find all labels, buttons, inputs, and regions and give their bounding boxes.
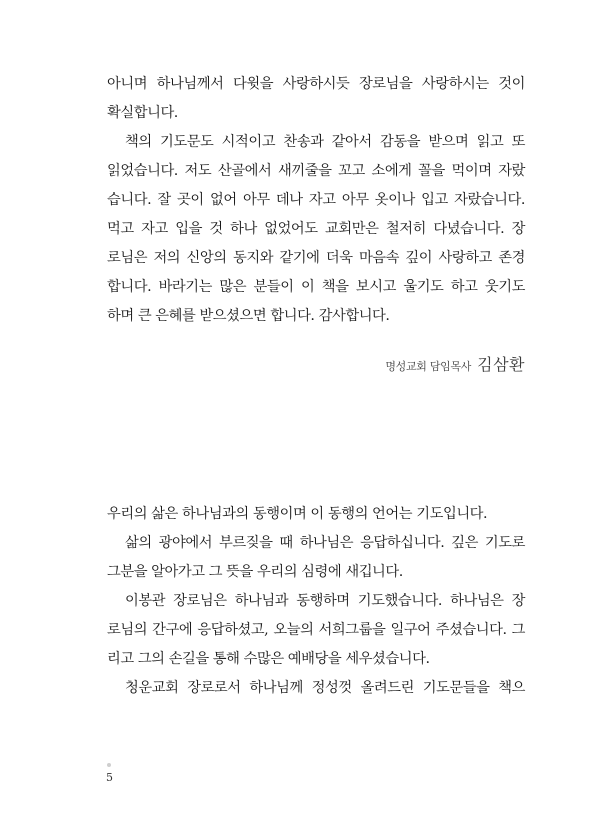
text-line: 합니다. 바라기는 많은 분들이 이 책을 보시고 울기도 하고 웃기도 — [107, 279, 525, 295]
text-line: 먹고 자고 입을 것 하나 없었어도 교회만은 철저히 다녔습니다. 장 — [107, 221, 525, 237]
text-block-lower — [107, 500, 525, 703]
text-line: 삶의 광야에서 부르짖을 때 하나님은 응답하십니다. 깊은 기도로 — [125, 535, 525, 551]
text-line: 로님은 저의 신앙의 동지와 같기에 더욱 마음속 깊이 사랑하고 존경 — [107, 250, 525, 266]
text-line: 읽었습니다. 저도 산골에서 새끼줄을 꼬고 소에게 꼴을 먹이며 자랐 — [107, 163, 525, 179]
text-line: 로님의 간구에 응답하셨고, 오늘의 서희그룹을 일구어 주셨습니다. 그 — [107, 622, 525, 638]
text-line: 책의 기도문도 시적이고 찬송과 같아서 감동을 받으며 읽고 또 — [125, 134, 525, 150]
text-block-upper — [107, 70, 525, 331]
text-line: 확실합니다. — [107, 105, 178, 121]
signature-name: 김삼환 — [477, 355, 525, 374]
text-line: 습니다. 잘 곳이 없어 아무 데나 자고 아무 옷이나 입고 자랐습니다. — [107, 192, 525, 208]
text-line: 이봉관 장로님은 하나님과 동행하며 기도했습니다. 하나님은 장 — [125, 593, 525, 609]
text-line: 하며 큰 은혜를 받으셨으면 합니다. 감사합니다. — [107, 308, 390, 324]
text-line: 우리의 삶은 하나님과의 동행이며 이 동행의 언어는 기도입니다. — [107, 506, 488, 522]
text-line: 리고 그의 손길을 통해 수많은 예배당을 세우셨습니다. — [107, 651, 430, 667]
text-line: 청운교회 장로로서 하나님께 정성껏 올려드린 기도문들을 책으 — [125, 680, 525, 696]
signature — [385, 352, 525, 375]
page-marker-dot — [107, 763, 111, 767]
page-number: 5 — [106, 771, 113, 784]
text-line: 그분을 알아가고 그 뜻을 우리의 심령에 새깁니다. — [107, 564, 403, 580]
signature-title: 명성교회 담임목사 — [385, 360, 472, 373]
text-line: 아니며 하나님께서 다윗을 사랑하시듯 장로님을 사랑하시는 것이 — [107, 76, 525, 92]
